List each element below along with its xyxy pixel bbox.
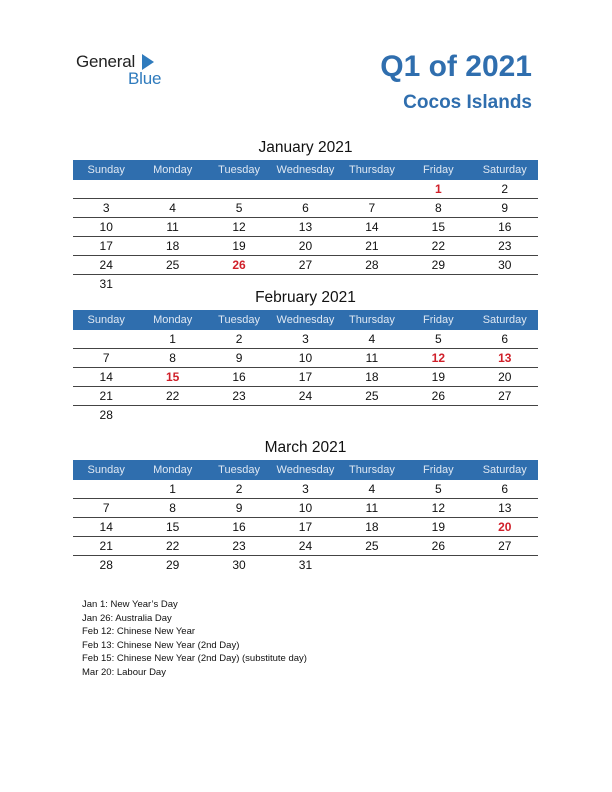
day-cell: 14 xyxy=(365,220,379,234)
day-cell: 13 xyxy=(298,220,313,234)
month-block xyxy=(73,438,538,574)
weekday-label: Tuesday xyxy=(218,164,260,176)
day-cell xyxy=(206,406,272,424)
day-cell: 13 xyxy=(498,501,512,515)
day-cell: 19 xyxy=(232,239,246,253)
day-cell: 19 xyxy=(431,370,445,384)
day-cell: 23 xyxy=(232,389,246,403)
day-cell xyxy=(405,406,471,424)
day-cell: 27 xyxy=(298,258,313,272)
day-cell: 22 xyxy=(431,239,445,253)
day-cell xyxy=(73,480,139,498)
day-cell: 4 xyxy=(368,332,376,346)
day-cell: 26 xyxy=(431,389,445,403)
holiday-note: Jan 1: New Year’s Day xyxy=(82,599,178,610)
week-row xyxy=(73,218,538,237)
weekday-label: Wednesday xyxy=(276,464,335,476)
day-cell: 20 xyxy=(298,239,313,253)
weekday-label: Friday xyxy=(423,314,454,326)
day-cell: 25 xyxy=(165,258,180,272)
day-cell: 11 xyxy=(365,501,379,515)
day-cell xyxy=(272,180,338,198)
week-row xyxy=(73,499,538,518)
weekday-label: Sunday xyxy=(87,314,125,326)
day-cell: 21 xyxy=(365,239,379,253)
day-cell: 6 xyxy=(501,482,509,496)
day-cell: 26 xyxy=(431,539,445,553)
day-cell: 8 xyxy=(169,501,176,515)
day-cell: 3 xyxy=(302,482,309,496)
holiday-date: 26 xyxy=(232,258,246,272)
day-cell: 18 xyxy=(165,239,180,253)
week-row xyxy=(73,256,538,275)
day-cell: 23 xyxy=(498,239,512,253)
day-cell: 24 xyxy=(99,258,113,272)
day-cell: 2 xyxy=(235,482,243,496)
day-cell: 18 xyxy=(365,370,379,384)
day-cell: 3 xyxy=(302,332,309,346)
week-row xyxy=(73,537,538,556)
day-cell: 9 xyxy=(235,351,243,365)
week-row xyxy=(73,349,538,368)
day-cell: 15 xyxy=(431,220,445,234)
day-cell xyxy=(272,406,338,424)
day-cell: 2 xyxy=(501,182,509,196)
day-cell: 15 xyxy=(165,520,180,534)
day-cell: 17 xyxy=(298,520,313,534)
day-cell: 14 xyxy=(99,370,113,384)
day-cell xyxy=(206,180,272,198)
day-cell: 1 xyxy=(169,482,176,496)
day-cell xyxy=(73,180,139,198)
day-cell: 3 xyxy=(102,201,110,215)
week-row xyxy=(73,387,538,406)
month-block xyxy=(73,138,538,293)
day-cell: 4 xyxy=(169,201,176,215)
day-cell: 11 xyxy=(365,351,379,365)
weekday-label: Tuesday xyxy=(218,314,260,326)
week-row xyxy=(73,518,538,537)
day-cell: 12 xyxy=(232,220,246,234)
page-title: Q1 of 2021 xyxy=(380,50,532,83)
day-cell: 31 xyxy=(99,277,113,291)
day-cell: 16 xyxy=(232,520,246,534)
day-cell: 29 xyxy=(431,258,445,272)
holiday-date: 1 xyxy=(434,182,442,196)
day-cell: 22 xyxy=(165,389,180,403)
weekday-label: Saturday xyxy=(482,164,527,176)
day-cell: 5 xyxy=(235,201,243,215)
flag-icon xyxy=(142,54,154,70)
weekday-label: Thursday xyxy=(348,464,395,476)
day-cell: 23 xyxy=(232,539,246,553)
day-cell: 14 xyxy=(99,520,113,534)
day-cell: 25 xyxy=(365,539,379,553)
day-cell: 5 xyxy=(434,482,442,496)
weekday-header-row xyxy=(73,460,538,480)
day-cell: 9 xyxy=(235,501,243,515)
week-row xyxy=(73,480,538,499)
weekday-label: Monday xyxy=(153,314,193,326)
weekday-label: Saturday xyxy=(482,464,527,476)
day-cell: 28 xyxy=(99,558,113,572)
day-cell: 31 xyxy=(298,558,313,572)
day-cell: 16 xyxy=(498,220,512,234)
day-cell: 22 xyxy=(165,539,180,553)
day-cell: 2 xyxy=(235,332,243,346)
weekday-label: Sunday xyxy=(87,464,125,476)
day-cell xyxy=(73,330,139,348)
week-row xyxy=(73,180,538,199)
weekday-header-row xyxy=(73,310,538,330)
day-cell: 10 xyxy=(298,351,313,365)
day-cell: 1 xyxy=(169,332,176,346)
day-cell xyxy=(339,406,405,424)
day-cell: 24 xyxy=(298,389,313,403)
holiday-note: Mar 20: Labour Day xyxy=(82,666,166,678)
holiday-note: Feb 13: Chinese New Year (2nd Day) xyxy=(82,639,240,651)
weekday-label: Sunday xyxy=(87,164,125,176)
holiday-notes xyxy=(82,598,307,680)
brand-word-general: General xyxy=(76,52,136,71)
day-cell: 8 xyxy=(434,201,442,215)
holiday-date: 15 xyxy=(165,370,180,384)
day-cell: 27 xyxy=(498,539,512,553)
week-row xyxy=(73,556,538,574)
day-cell: 29 xyxy=(165,558,180,572)
day-cell: 19 xyxy=(431,520,445,534)
weekday-label: Monday xyxy=(153,164,193,176)
day-cell: 6 xyxy=(501,332,509,346)
day-cell xyxy=(472,406,538,424)
weekday-label: Friday xyxy=(423,164,454,176)
day-cell: 16 xyxy=(232,370,246,384)
day-cell xyxy=(405,556,471,574)
day-cell: 9 xyxy=(501,201,509,215)
week-row xyxy=(73,330,538,349)
week-row xyxy=(73,237,538,256)
day-cell: 5 xyxy=(434,332,442,346)
day-cell: 25 xyxy=(365,389,379,403)
day-cell: 10 xyxy=(99,220,113,234)
holiday-date: 20 xyxy=(498,520,512,534)
week-row xyxy=(73,406,538,424)
day-cell: 7 xyxy=(368,201,376,215)
week-row xyxy=(73,199,538,218)
day-cell: 11 xyxy=(166,220,179,234)
brand-word-blue: Blue xyxy=(128,69,162,88)
weekday-label: Wednesday xyxy=(276,314,335,326)
day-cell xyxy=(472,556,538,574)
day-cell xyxy=(139,180,205,198)
day-cell xyxy=(339,180,405,198)
week-row xyxy=(73,368,538,387)
weekday-label: Wednesday xyxy=(276,164,335,176)
day-cell xyxy=(139,406,205,424)
page-subtitle: Cocos Islands xyxy=(403,92,532,113)
day-cell: 6 xyxy=(302,201,309,215)
day-cell: 7 xyxy=(102,501,110,515)
weekday-label: Thursday xyxy=(348,164,395,176)
day-cell: 28 xyxy=(365,258,379,272)
day-cell: 30 xyxy=(498,258,512,272)
day-cell: 28 xyxy=(99,408,113,422)
day-cell: 21 xyxy=(99,389,113,403)
day-cell: 21 xyxy=(99,539,113,553)
day-cell xyxy=(339,556,405,574)
month-title: February 2021 xyxy=(255,289,356,306)
day-cell: 18 xyxy=(365,520,379,534)
day-cell: 17 xyxy=(99,239,113,253)
day-cell: 4 xyxy=(368,482,376,496)
month-block xyxy=(73,288,538,424)
holiday-date: 12 xyxy=(431,351,445,365)
day-cell: 24 xyxy=(298,539,313,553)
day-cell: 8 xyxy=(169,351,176,365)
weekday-label: Saturday xyxy=(482,314,527,326)
holiday-note: Jan 26: Australia Day xyxy=(82,612,172,624)
day-cell: 20 xyxy=(498,370,512,384)
weekday-label: Monday xyxy=(153,464,193,476)
day-cell: 30 xyxy=(232,558,246,572)
weekday-label: Friday xyxy=(423,464,454,476)
weekday-label: Thursday xyxy=(348,314,395,326)
day-cell: 10 xyxy=(298,501,313,515)
day-cell: 27 xyxy=(498,389,512,403)
holiday-date: 13 xyxy=(498,351,512,365)
brand-logo xyxy=(76,52,176,92)
day-cell: 12 xyxy=(431,501,445,515)
weekday-label: Tuesday xyxy=(218,464,260,476)
month-title: March 2021 xyxy=(264,439,347,456)
holiday-note: Feb 15: Chinese New Year (2nd Day) (substitute day) xyxy=(82,653,307,665)
month-title: January 2021 xyxy=(258,139,353,156)
day-cell: 17 xyxy=(298,370,313,384)
holiday-note: Feb 12: Chinese New Year xyxy=(82,626,196,638)
day-cell: 7 xyxy=(102,351,110,365)
weekday-header-row xyxy=(73,160,538,180)
